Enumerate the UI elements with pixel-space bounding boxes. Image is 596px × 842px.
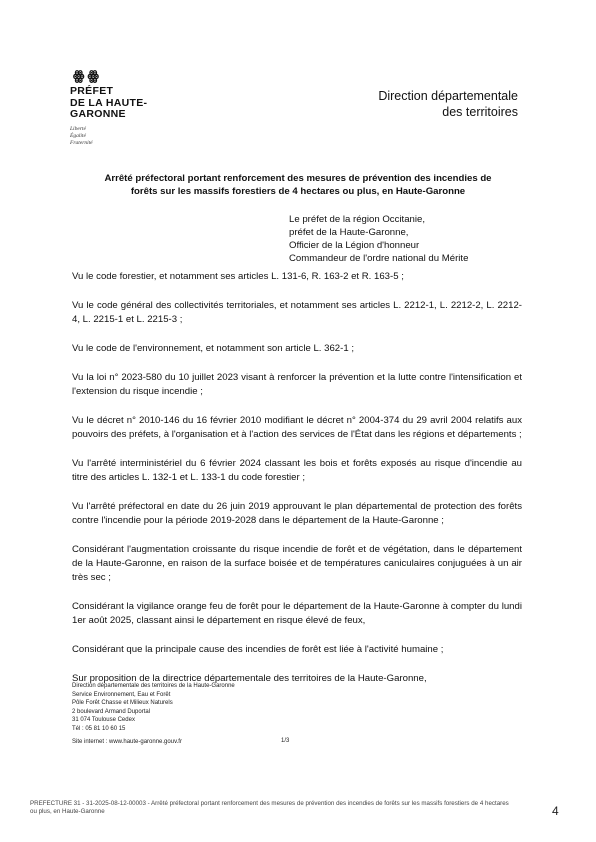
marianne-mark [73, 70, 180, 82]
address-line: Service Environnement, Eau et Forêt [72, 691, 171, 698]
address-line: Pôle Forêt Chasse et Milieux Naturels [72, 700, 173, 707]
recitals [72, 270, 522, 701]
marianne-symbol-left: ꙮ [73, 68, 85, 83]
logo-line: DE LA HAUTE- [70, 96, 148, 109]
recital-paragraph: Vu le code forestier, et notamment ses articles L. 131-6, R. 163-2 et R. 163-5 ; [72, 271, 404, 282]
logo-line: PRÉFET [70, 85, 114, 97]
address-line: 31 074 Toulouse Cedex [72, 717, 135, 724]
motto-line: Liberté [70, 125, 86, 132]
title-line: forêts sur les massifs forestiers de 4 hectares ou plus, en Haute-Garonne [130, 186, 466, 197]
prefect-line: Commandeur de l'ordre national du Mérite [289, 253, 469, 264]
direction-line: Direction départementale [378, 89, 518, 103]
recital-paragraph: Vu l'arrêté préfectoral en date du 26 juin 2019 approuvant le plan départemental de protection des forêts contre l'incendie pour la période 2019-2028 dans le département de la Haute-Garonne ; [72, 501, 522, 526]
recital-paragraph: Considérant que la principale cause des incendies de forêt est liée à l'activité humaine ; [72, 644, 444, 655]
motto-line: Fraternité [70, 139, 93, 146]
recital-paragraph: Vu le code de l'environnement, et notamment son article L. 362-1 ; [72, 343, 354, 354]
page-fraction: 1/3 [281, 738, 290, 744]
republic-motto [70, 126, 180, 147]
recueil-page-number: 4 [552, 804, 559, 818]
address-line: Direction départementale des territoires de la Haute-Garonne [72, 683, 235, 689]
recital-paragraph: Vu l'arrêté interministériel du 6 février 2024 classant les bois et forêts exposés au risque d'incendie au titre des articles L. 132-1 et L. 133-1 du code forestier ; [72, 458, 522, 483]
direction-line: des territoires [442, 105, 518, 119]
document-title [82, 172, 514, 198]
prefecture-logo [70, 70, 180, 147]
address-line: Tél : 05 81 10 60 15 [72, 725, 126, 732]
prefect-logo-title [70, 86, 180, 121]
prefect-line: Le préfet de la région Occitanie, [289, 214, 425, 225]
recital-paragraph: Vu le code général des collectivités territoriales, et notamment ses articles L. 2212-1, L. 2212-2, L. 2212-4, L. 2215-1 et L. 2215-3 ; [72, 300, 522, 325]
address-line: 2 boulevard Armand Duportal [72, 708, 151, 715]
motto-line: Égalité [70, 132, 86, 139]
recital-paragraph: Vu le décret n° 2010-146 du 16 février 2010 modifiant le décret n° 2004-374 du 29 avril 2004 relatifs aux pouvoirs des préfets, à l'organisation et à l'action des services de l'État dans les régions et départements ; [72, 415, 522, 440]
recital-paragraph: Vu la loi n° 2023-580 du 10 juillet 2023 visant à renforcer la prévention et la lutte contre l'intensification et l'extension du risque incendie ; [72, 372, 522, 397]
prefect-line: Officier de la Légion d'honneur [289, 240, 420, 251]
logo-line: GARONNE [70, 108, 126, 120]
service-address [72, 682, 235, 746]
recueil-reference: PREFECTURE 31 - 31-2025-08-12-00003 - Arrêté préfectoral portant renforcement des mesures de prévention des incendies de forêts sur les massifs forestiers de 4 hectares ou plus, en Haute-Garonne [30, 800, 509, 816]
prefect-block [289, 213, 468, 265]
website-line: Site internet : www.haute-garonne.gouv.fr [72, 738, 182, 745]
recital-paragraph: Considérant l'augmentation croissante du risque incendie de forêt et de végétation, dans le département de la Haute-Garonne, en raison de la surface boisée et de températures caniculaires conjuguées à un air très sec ; [72, 544, 522, 583]
issuing-direction [378, 88, 518, 120]
prefect-line: préfet de la Haute-Garonne, [289, 227, 409, 238]
recital-paragraph: Sur proposition de la directrice départementale des territoires de la Haute-Garonne, [72, 673, 427, 684]
recital-paragraph: Considérant la vigilance orange feu de forêt pour le département de la Haute-Garonne à compter du lundi 1er août 2025, classant ainsi le département en risque élevé de feux, [72, 601, 522, 626]
title-line: Arrêté préfectoral portant renforcement des mesures de prévention des incendies de [104, 173, 492, 184]
marianne-symbol-right: ꙮ [87, 68, 99, 83]
